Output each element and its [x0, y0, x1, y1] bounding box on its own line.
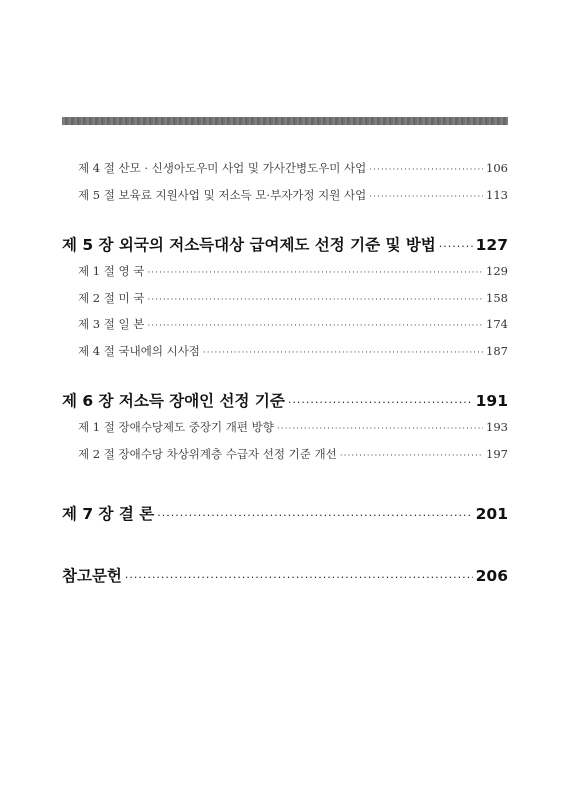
dot-leader — [340, 451, 483, 461]
toc-references[interactable] — [62, 564, 508, 586]
toc-entry-label: 제 4 절 산모 · 신생아도우미 사업 및 가사간병도우미 사업 — [78, 161, 367, 175]
toc-entry-ch4-sec5[interactable] — [62, 187, 508, 203]
toc-entry-label: 제 5 절 보육료 지원사업 및 저소득 모·부자가정 지원 사업 — [78, 188, 367, 202]
dot-leader — [147, 268, 483, 278]
dot-leader — [125, 571, 473, 584]
toc-chapter-5[interactable] — [62, 233, 508, 255]
toc-entry-ch5-sec1[interactable] — [62, 263, 508, 279]
dot-leader — [157, 509, 472, 522]
toc-chapter-title: 제 7 장 결 론 — [62, 505, 155, 523]
dot-leader — [203, 348, 483, 358]
top-rule — [62, 117, 508, 125]
toc-entry-ch6-sec1[interactable] — [62, 419, 508, 435]
toc-entry-label: 제 4 절 국내에의 시사점 — [78, 344, 200, 358]
toc-entry-page: 158 — [486, 291, 508, 305]
toc-entry-ch5-sec4[interactable] — [62, 343, 508, 359]
toc-entry-page: 187 — [486, 344, 508, 358]
dot-leader — [369, 165, 483, 175]
dot-leader — [277, 424, 483, 434]
dot-leader — [288, 396, 473, 409]
toc-chapter-6[interactable] — [62, 389, 508, 411]
toc-chapter-page: 206 — [475, 567, 508, 585]
toc-entry-label: 제 1 절 장애수당제도 중장기 개편 방향 — [78, 420, 274, 434]
toc-entry-page: 193 — [486, 420, 508, 434]
toc-entry-page: 113 — [486, 188, 508, 202]
toc-entry-page: 174 — [486, 317, 508, 331]
toc-entry-ch4-sec4[interactable] — [62, 160, 508, 176]
dot-leader — [369, 192, 483, 202]
toc-entry-label: 제 2 절 미 국 — [78, 291, 145, 305]
toc-chapter-page: 201 — [475, 505, 508, 523]
toc-chapter-7[interactable] — [62, 502, 508, 524]
toc-entry-label: 제 2 절 장애수당 차상위계층 수급자 선정 기준 개선 — [78, 447, 337, 461]
toc-entry-label: 제 3 절 일 본 — [78, 317, 145, 331]
toc-chapter-title: 참고문헌 — [62, 567, 122, 585]
toc-entry-ch5-sec2[interactable] — [62, 290, 508, 306]
toc-entry-ch6-sec2[interactable] — [62, 446, 508, 462]
dot-leader — [147, 321, 483, 331]
toc-entry-page: 106 — [486, 161, 508, 175]
toc-chapter-page: 127 — [475, 236, 508, 254]
toc-chapter-title: 제 6 장 저소득 장애인 선정 기준 — [62, 392, 285, 410]
dot-leader — [439, 240, 473, 253]
toc-entry-page: 197 — [486, 447, 508, 461]
toc-chapter-title: 제 5 장 외국의 저소득대상 급여제도 선정 기준 및 방법 — [62, 236, 436, 254]
toc-chapter-page: 191 — [475, 392, 508, 410]
toc-entry-label: 제 1 절 영 국 — [78, 264, 145, 278]
dot-leader — [147, 295, 483, 305]
toc-entry-ch5-sec3[interactable] — [62, 316, 508, 332]
toc-entry-page: 129 — [486, 264, 508, 278]
